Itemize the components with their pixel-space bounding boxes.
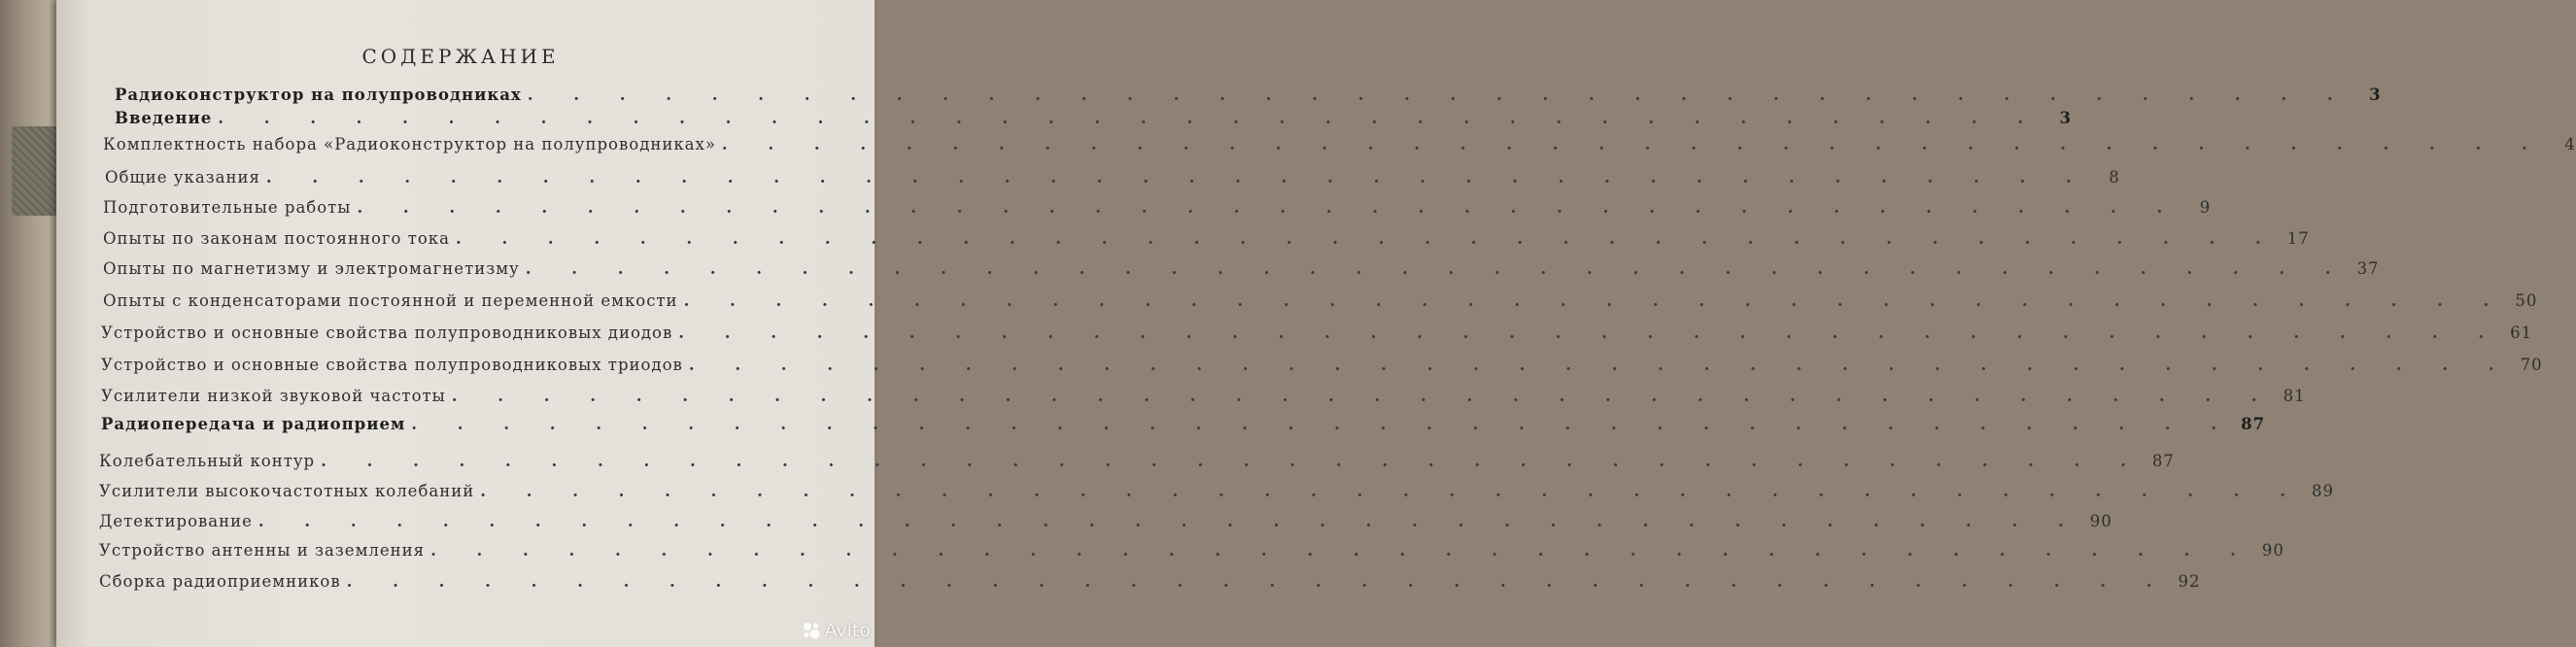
toc-entry	[101, 415, 2266, 433]
toc-entry-title: Опыты с конденсаторами постоянной и переменной емкости	[103, 291, 678, 310]
toc-entry-page: 87	[2151, 452, 2175, 470]
toc-entry-title: Устройство антенны и заземления	[99, 541, 426, 560]
toc-entry	[103, 229, 2310, 248]
toc-entry	[101, 387, 2306, 405]
toc-entry	[99, 512, 2112, 530]
toc-entry	[99, 452, 2175, 470]
toc-leader-dots: . . . . . . . . . . . . . . . . . . . . . . . . . . . . . . . . . . . . . . . .	[321, 452, 2144, 470]
toc-entry	[99, 541, 2284, 560]
toc-entry-title: Устройство и основные свойства полупроводниковых триодов	[101, 356, 683, 374]
toc-entry	[99, 482, 2335, 500]
toc-leader-dots: . . . . . . . . . . . . . . . . . . . . . . . . . . . . . . . . . . . . . . . .	[346, 572, 2170, 591]
toc-entry	[103, 198, 2212, 217]
toc-entry-page: 4	[2564, 135, 2576, 153]
toc-entry-title: Усилители низкой звуковой частоты	[101, 387, 446, 405]
toc-leader-dots: . . . . . . . . . . . . . . . . . . . . . . . . . . . . . . . . . . . . . . . .	[480, 482, 2304, 500]
toc-entry-page: 81	[2283, 387, 2306, 405]
toc-entry-page: 9	[2199, 198, 2212, 217]
toc-entry	[103, 135, 2576, 153]
watermark-text: Avito	[824, 620, 871, 641]
toc-leader-dots: . . . . . . . . . . . . . . . . . . . . . . . . . . . . . . . . . . . . . . . .	[721, 135, 2545, 153]
toc-leader-dots: . . . . . . . . . . . . . . . . . . . . . . . . . . . . . . . . . . . . . . . .	[357, 198, 2181, 217]
toc-entry-page: 3	[2369, 85, 2382, 104]
toc-entry-title: Устройство и основные свойства полупроводниковых диодов	[101, 324, 673, 342]
toc-entry-page: 89	[2312, 482, 2335, 500]
toc-entry	[105, 168, 2120, 187]
toc-entry-title: Детектирование	[99, 512, 253, 530]
toc-entry	[103, 291, 2538, 310]
toc-entry-page: 90	[2089, 512, 2112, 530]
toc-leader-dots: . . . . . . . . . . . . . . . . . . . . . . . . . . . . . . . . . . . . . . . .	[451, 387, 2275, 405]
toc-entry	[103, 259, 2380, 278]
toc-leader-dots: . . . . . . . . . . . . . . . . . . . . . . . . . . . . . . . . . . . . . . . .	[527, 85, 2351, 104]
toc-entry-title: Сборка радиоприемников	[99, 572, 341, 591]
toc-leader-dots: . . . . . . . . . . . . . . . . . . . . . . . . . . . . . . . . . . . . . . . .	[678, 324, 2502, 342]
toc-entry-title: Введение	[115, 109, 213, 127]
toc-entry	[101, 324, 2533, 342]
toc-entry-page: 50	[2515, 291, 2538, 310]
toc-entry-title: Колебательный контур	[99, 452, 316, 470]
toc-entry-page: 3	[2059, 109, 2073, 127]
toc-entry-page: 90	[2261, 541, 2284, 560]
toc-leader-dots: . . . . . . . . . . . . . . . . . . . . . . . . . . . . . . . . . . . . . . . .	[455, 229, 2279, 248]
toc-entry-page: 70	[2520, 356, 2543, 374]
toc-entry-title: Подготовительные работы	[103, 198, 352, 217]
toc-entry-title: Радиопередача и радиоприем	[101, 415, 406, 433]
toc-entry	[115, 109, 2073, 127]
toc-leader-dots: . . . . . . . . . . . . . . . . . . . . . . . . . . . . . . . . . . . . . . . .	[258, 512, 2081, 530]
toc-entry-page: 8	[2109, 168, 2120, 187]
toc-entry-title: Общие указания	[105, 168, 260, 187]
table-of-contents	[97, 85, 2576, 610]
toc-entry-title: Радиоконструктор на полупроводниках	[115, 85, 522, 104]
toc-leader-dots: . . . . . . . . . . . . . . . . . . . . . . . . . . . . . . . . . . . . . . . .	[411, 415, 2235, 433]
toc-leader-dots: . . . . . . . . . . . . . . . . . . . . . . . . . . . . . . . . . . . . . . . .	[218, 109, 2042, 127]
page-heading: СОДЕРЖАНИЕ	[361, 45, 560, 68]
toc-entry-page: 87	[2241, 415, 2266, 433]
toc-entry-title: Опыты по законам постоянного тока	[103, 229, 450, 248]
toc-leader-dots: . . . . . . . . . . . . . . . . . . . . . . . . . . . . . . . . . . . . . . . .	[430, 541, 2253, 560]
toc-entry-title: Опыты по магнетизму и электромагнетизму	[103, 259, 520, 278]
toc-leader-dots: . . . . . . . . . . . . . . . . . . . . . . . . . . . . . . . . . . . . . . . .	[265, 168, 2089, 187]
toc-entry-title: Комплектность набора «Радиоконструктор на полупроводниках»	[103, 135, 716, 153]
toc-entry	[99, 572, 2201, 591]
toc-entry-page: 37	[2356, 259, 2380, 278]
toc-entry-page: 92	[2178, 572, 2201, 591]
toc-leader-dots: . . . . . . . . . . . . . . . . . . . . . . . . . . . . . . . . . . . . . . . .	[525, 259, 2349, 278]
toc-entry-title: Усилители высокочастотных колебаний	[99, 482, 475, 500]
toc-entry-page: 61	[2510, 324, 2533, 342]
toc-entry-page: 17	[2286, 229, 2310, 248]
watermark	[802, 620, 871, 641]
toc-entry	[101, 356, 2543, 374]
toc-leader-dots: . . . . . . . . . . . . . . . . . . . . . . . . . . . . . . . . . . . . . . . .	[683, 291, 2507, 310]
toc-entry	[115, 85, 2382, 104]
toc-leader-dots: . . . . . . . . . . . . . . . . . . . . . . . . . . . . . . . . . . . . . . . .	[688, 356, 2512, 374]
avito-logo-icon	[802, 621, 821, 640]
